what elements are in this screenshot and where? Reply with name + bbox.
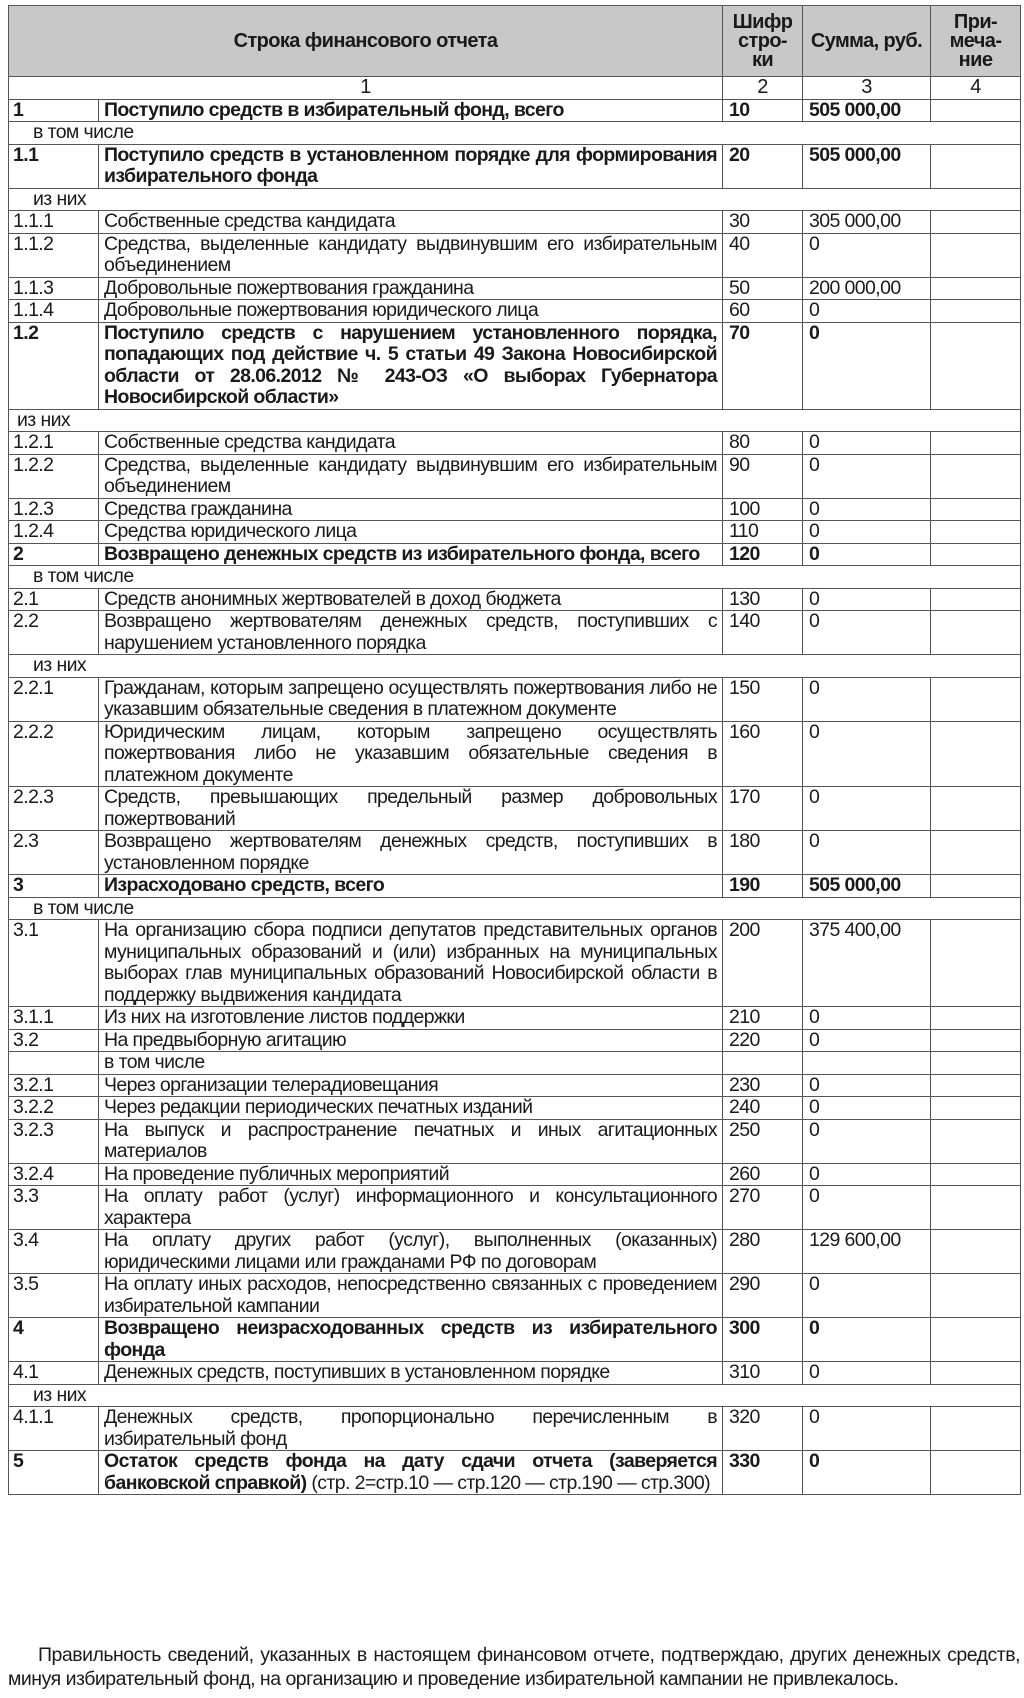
row-sum: 0 <box>803 1186 931 1230</box>
row-description: Возвращено денежных средств из избирательного фонда, всего <box>99 543 723 566</box>
row-number: 4.1.1 <box>9 1407 99 1451</box>
row-code: 300 <box>723 1318 803 1362</box>
row-sum: 0 <box>803 1318 931 1362</box>
table-row <box>9 277 1021 300</box>
row-note <box>931 144 1021 188</box>
subgroup-label: из них <box>9 655 1021 678</box>
table-row <box>9 677 1021 721</box>
row-note <box>931 99 1021 122</box>
row-code <box>723 1052 803 1075</box>
row-code: 70 <box>723 322 803 409</box>
row-code: 200 <box>723 920 803 1007</box>
table-row <box>9 454 1021 498</box>
row-description: На оплату других работ (услуг), выполненных (оказанных) юридическими лицами или гражданами РФ по договорам <box>99 1230 723 1274</box>
row-code: 240 <box>723 1097 803 1120</box>
row-description: Через редакции периодических печатных изданий <box>99 1097 723 1120</box>
row-note <box>931 1163 1021 1186</box>
row-note <box>931 233 1021 277</box>
row-sum: 0 <box>803 322 931 409</box>
row-note <box>931 1186 1021 1230</box>
row-description: Из них на изготовление листов поддержки <box>99 1007 723 1030</box>
row-sum: 0 <box>803 543 931 566</box>
row-description: На предвыборную агитацию <box>99 1029 723 1052</box>
header-line: Строка финансового отчета <box>9 6 723 77</box>
row-number: 1.1 <box>9 144 99 188</box>
table-row <box>9 233 1021 277</box>
row-sum: 0 <box>803 1163 931 1186</box>
row-sum: 0 <box>803 300 931 323</box>
row-note <box>931 1074 1021 1097</box>
row-number: 3.2.1 <box>9 1074 99 1097</box>
row-sum: 0 <box>803 454 931 498</box>
subgroup-label-row <box>9 409 1021 432</box>
subgroup-label-row <box>9 897 1021 920</box>
row-sum: 0 <box>803 1274 931 1318</box>
subgroup-label: из них <box>9 1384 1021 1407</box>
row-note <box>931 300 1021 323</box>
row-note <box>931 677 1021 721</box>
row-description: На оплату иных расходов, непосредственно связанных с проведением избирательной кампании <box>99 1274 723 1318</box>
row-code: 150 <box>723 677 803 721</box>
table-row <box>9 1119 1021 1163</box>
row-code: 330 <box>723 1451 803 1495</box>
row-description: Израсходовано средств, всего <box>99 875 723 898</box>
row-note <box>931 211 1021 234</box>
row-note <box>931 1451 1021 1495</box>
table-row <box>9 1230 1021 1274</box>
table-row <box>9 1074 1021 1097</box>
row-number: 3.5 <box>9 1274 99 1318</box>
row-note <box>931 875 1021 898</box>
table-row <box>9 521 1021 544</box>
row-sum: 0 <box>803 677 931 721</box>
column-number-1: 1 <box>9 77 723 100</box>
row-description: Денежных средств, поступивших в установленном порядке <box>99 1362 723 1385</box>
financial-report-table <box>8 5 1021 1495</box>
table-row <box>9 322 1021 409</box>
header-sum: Сумма, руб. <box>803 6 931 77</box>
row-code: 90 <box>723 454 803 498</box>
row-sum: 0 <box>803 721 931 787</box>
row-number: 1.1.2 <box>9 233 99 277</box>
row-code: 120 <box>723 543 803 566</box>
row-note <box>931 322 1021 409</box>
table-row <box>9 543 1021 566</box>
row-note <box>931 1318 1021 1362</box>
row-code: 40 <box>723 233 803 277</box>
row-code: 10 <box>723 99 803 122</box>
row-note <box>931 1407 1021 1451</box>
row-note <box>931 588 1021 611</box>
row-note <box>931 1230 1021 1274</box>
row-description: Средства, выделенные кандидату выдвинувшим его избирательным объединением <box>99 233 723 277</box>
row-description-main: Остаток средств фонда на дату сдачи отчета (заверяется банковской справкой) <box>104 1450 717 1494</box>
row-description: Средств анонимных жертвователей в доход бюджета <box>99 588 723 611</box>
row-description <box>99 1451 723 1495</box>
table-row <box>9 1186 1021 1230</box>
row-description: На проведение публичных мероприятий <box>99 1163 723 1186</box>
row-note <box>931 721 1021 787</box>
row-note <box>931 1007 1021 1030</box>
row-sum: 0 <box>803 498 931 521</box>
row-number: 1.1.3 <box>9 277 99 300</box>
row-description: Собственные средства кандидата <box>99 211 723 234</box>
row-note <box>931 920 1021 1007</box>
column-number-3: 3 <box>803 77 931 100</box>
row-sum: 0 <box>803 521 931 544</box>
row-note <box>931 1029 1021 1052</box>
row-sum: 0 <box>803 1074 931 1097</box>
row-sum: 505 000,00 <box>803 875 931 898</box>
financial-report <box>8 5 1020 1495</box>
row-code: 170 <box>723 787 803 831</box>
row-note <box>931 1097 1021 1120</box>
row-sum: 0 <box>803 1407 931 1451</box>
table-row <box>9 1407 1021 1451</box>
row-note <box>931 787 1021 831</box>
row-note <box>931 1274 1021 1318</box>
row-note <box>931 432 1021 455</box>
row-sum: 0 <box>803 611 931 655</box>
table-row <box>9 1097 1021 1120</box>
row-description: Добровольные пожертвования юридического лица <box>99 300 723 323</box>
row-sum <box>803 1052 931 1075</box>
row-number: 1.2.3 <box>9 498 99 521</box>
row-number: 2 <box>9 543 99 566</box>
row-code: 130 <box>723 588 803 611</box>
row-sum: 129 600,00 <box>803 1230 931 1274</box>
subgroup-label: в том числе <box>9 566 1021 589</box>
row-code: 140 <box>723 611 803 655</box>
column-numbers-row <box>9 77 1021 100</box>
row-number: 3 <box>9 875 99 898</box>
row-code: 100 <box>723 498 803 521</box>
row-description: Собственные средства кандидата <box>99 432 723 455</box>
subgroup-label-row <box>9 188 1021 211</box>
row-code: 260 <box>723 1163 803 1186</box>
row-code: 60 <box>723 300 803 323</box>
table-row <box>9 211 1021 234</box>
table-row <box>9 1274 1021 1318</box>
row-number <box>9 1052 99 1075</box>
row-description: Гражданам, которым запрещено осуществлять пожертвования либо не указавшим обязательные сведения в платежном документе <box>99 677 723 721</box>
row-description: Через организации телерадиовещания <box>99 1074 723 1097</box>
table-row <box>9 875 1021 898</box>
row-code: 110 <box>723 521 803 544</box>
row-note <box>931 454 1021 498</box>
row-number: 3.1 <box>9 920 99 1007</box>
row-code: 80 <box>723 432 803 455</box>
subgroup-label: из них <box>9 188 1021 211</box>
row-code: 190 <box>723 875 803 898</box>
row-sum: 0 <box>803 787 931 831</box>
table-row <box>9 99 1021 122</box>
row-description: Возвращено неизрасходованных средств из избирательного фонда <box>99 1318 723 1362</box>
row-description: Поступило средств в избирательный фонд, всего <box>99 99 723 122</box>
row-sum: 0 <box>803 1097 931 1120</box>
row-note <box>931 277 1021 300</box>
row-description: Возвращено жертвователям денежных средств, поступивших в установленном порядке <box>99 831 723 875</box>
row-number: 2.2.1 <box>9 677 99 721</box>
row-sum: 0 <box>803 432 931 455</box>
subgroup-label: в том числе <box>9 897 1021 920</box>
table-row <box>9 1163 1021 1186</box>
row-code: 30 <box>723 211 803 234</box>
row-sum: 375 400,00 <box>803 920 931 1007</box>
header-code: Шифр стро- ки <box>723 6 803 77</box>
row-note <box>931 1119 1021 1163</box>
row-number: 1.2.2 <box>9 454 99 498</box>
row-code: 310 <box>723 1362 803 1385</box>
row-number: 3.2.4 <box>9 1163 99 1186</box>
row-number: 3.2.2 <box>9 1097 99 1120</box>
table-row <box>9 611 1021 655</box>
table-row <box>9 1029 1021 1052</box>
row-code: 220 <box>723 1029 803 1052</box>
row-description: Юридическим лицам, которым запрещено осуществлять пожертвования либо не указавшим обязательные сведения в платежном документе <box>99 721 723 787</box>
row-description: Поступило средств с нарушением установленного порядка, попадающих под действие ч. 5 статьи 49 Закона Новосибирской области от 28.06.2012 № 243-ОЗ «О выборах Губернатора Новосибирской области» <box>99 322 723 409</box>
row-sum: 0 <box>803 1362 931 1385</box>
row-number: 1.2.1 <box>9 432 99 455</box>
row-code: 20 <box>723 144 803 188</box>
table-row <box>9 920 1021 1007</box>
row-description: Средств, превышающих предельный размер добровольных пожертвований <box>99 787 723 831</box>
row-sum: 505 000,00 <box>803 99 931 122</box>
row-description: Средства, выделенные кандидату выдвинувшим его избирательным объединением <box>99 454 723 498</box>
table-row <box>9 787 1021 831</box>
row-description: На выпуск и распространение печатных и иных агитационных материалов <box>99 1119 723 1163</box>
table-row <box>9 831 1021 875</box>
row-sum: 0 <box>803 1119 931 1163</box>
row-sum: 0 <box>803 1029 931 1052</box>
row-description: Средства гражданина <box>99 498 723 521</box>
row-number: 3.4 <box>9 1230 99 1274</box>
row-note <box>931 1052 1021 1075</box>
row-note <box>931 611 1021 655</box>
table-row <box>9 432 1021 455</box>
table-header-row <box>9 6 1021 77</box>
row-description: Возвращено жертвователям денежных средств, поступивших с нарушением установленного порядка <box>99 611 723 655</box>
row-code: 50 <box>723 277 803 300</box>
row-note <box>931 521 1021 544</box>
row-sum: 200 000,00 <box>803 277 931 300</box>
row-number: 2.2.3 <box>9 787 99 831</box>
table-row <box>9 1451 1021 1495</box>
subgroup-label: из них <box>9 409 1021 432</box>
row-number: 2.3 <box>9 831 99 875</box>
row-code: 230 <box>723 1074 803 1097</box>
row-number: 1.2 <box>9 322 99 409</box>
row-code: 210 <box>723 1007 803 1030</box>
row-sum: 0 <box>803 1451 931 1495</box>
table-row <box>9 588 1021 611</box>
row-sum: 0 <box>803 1007 931 1030</box>
row-code: 280 <box>723 1230 803 1274</box>
row-sum: 0 <box>803 588 931 611</box>
row-note <box>931 1362 1021 1385</box>
row-sum: 0 <box>803 831 931 875</box>
footer-statement <box>8 1643 1020 1691</box>
row-code: 160 <box>723 721 803 787</box>
header-note: При- меча- ние <box>931 6 1021 77</box>
table-row <box>9 144 1021 188</box>
table-row <box>9 1318 1021 1362</box>
table-row <box>9 1362 1021 1385</box>
subgroup-label-row <box>9 122 1021 145</box>
subgroup-label-row <box>9 1384 1021 1407</box>
row-number: 4 <box>9 1318 99 1362</box>
row-code: 180 <box>723 831 803 875</box>
table-row <box>9 721 1021 787</box>
row-number: 1.2.4 <box>9 521 99 544</box>
row-number: 2.1 <box>9 588 99 611</box>
row-number: 4.1 <box>9 1362 99 1385</box>
row-note <box>931 543 1021 566</box>
row-number: 2.2 <box>9 611 99 655</box>
row-number: 1.1.1 <box>9 211 99 234</box>
column-number-2: 2 <box>723 77 803 100</box>
row-sum: 505 000,00 <box>803 144 931 188</box>
table-row <box>9 300 1021 323</box>
row-description: в том числе <box>99 1052 723 1075</box>
row-number: 3.2.3 <box>9 1119 99 1163</box>
table-row <box>9 1007 1021 1030</box>
row-number: 2.2.2 <box>9 721 99 787</box>
subgroup-label-row <box>9 655 1021 678</box>
confirmation-text: Правильность сведений, указанных в настоящем финансовом отчете, подтверждаю, других денежных средств, минуя избирательный фонд, на организацию и проведение избирательной кампании не привлекалось. <box>8 1644 1020 1690</box>
subgroup-label-row <box>9 566 1021 589</box>
row-number: 1 <box>9 99 99 122</box>
row-description: Денежных средств, пропорционально перечисленным в избирательный фонд <box>99 1407 723 1451</box>
row-note <box>931 498 1021 521</box>
row-number: 5 <box>9 1451 99 1495</box>
row-number: 3.3 <box>9 1186 99 1230</box>
row-number: 3.2 <box>9 1029 99 1052</box>
table-row <box>9 498 1021 521</box>
row-code: 290 <box>723 1274 803 1318</box>
row-code: 270 <box>723 1186 803 1230</box>
row-number: 1.1.4 <box>9 300 99 323</box>
row-code: 250 <box>723 1119 803 1163</box>
row-description: Средства юридического лица <box>99 521 723 544</box>
row-sum: 0 <box>803 233 931 277</box>
subgroup-label: в том числе <box>9 122 1021 145</box>
row-description: На оплату работ (услуг) информационного и консультационного характера <box>99 1186 723 1230</box>
row-description: Поступило средств в установленном порядке для формирования избирательного фонда <box>99 144 723 188</box>
row-description: Добровольные пожертвования гражданина <box>99 277 723 300</box>
table-row <box>9 1052 1021 1075</box>
row-sum: 305 000,00 <box>803 211 931 234</box>
row-number: 3.1.1 <box>9 1007 99 1030</box>
row-description-formula: (стр. 2=стр.10 — стр.120 — стр.190 — стр.300) <box>306 1471 710 1494</box>
row-description: На организацию сбора подписи депутатов представительных органов муниципальных образований и (или) избранных на муниципальных выборах глав муниципальных образований Новосибирской области в поддержку выдвижения кандидата <box>99 920 723 1007</box>
row-note <box>931 831 1021 875</box>
column-number-4: 4 <box>931 77 1021 100</box>
row-code: 320 <box>723 1407 803 1451</box>
